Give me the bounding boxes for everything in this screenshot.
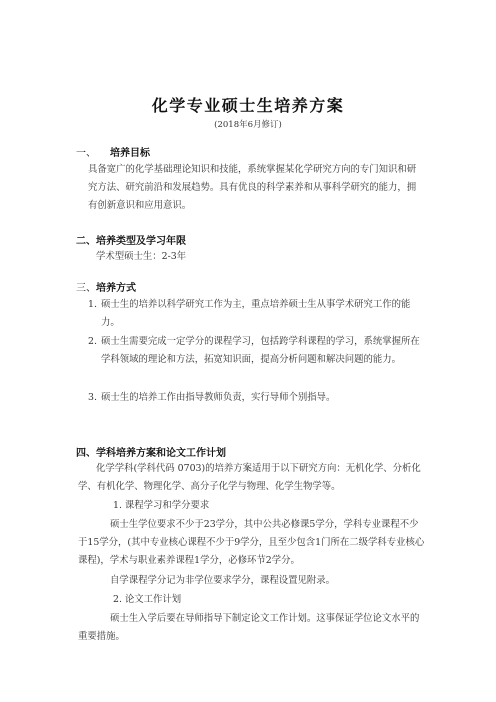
document-subtitle: (2018年6月修订) [214, 120, 282, 130]
section-4-number: 四、 [76, 448, 96, 459]
section-4-heading [76, 444, 226, 459]
section-3-number: 三、 [76, 283, 96, 294]
section-1-heading [76, 144, 150, 159]
section-1-body: 具备宽广的化学基础理论知识和技能，系统掌握某化学研究方向的专门知识和研究方法、研究前沿和发展趋势。具有优良的科学素养和从事科学研究的能力，拥有创新意识和应用意识。 [88, 164, 417, 211]
list-item [88, 296, 426, 332]
list-item-number: 3. [88, 392, 97, 403]
section-4-title: 学科培养方案和论文工作计划 [96, 448, 226, 459]
list-item [88, 389, 426, 407]
section-3-heading [76, 279, 136, 294]
section-1-title: 培养目标 [110, 148, 150, 159]
section-2-title: 培养类型及学习年限 [96, 236, 186, 247]
section-4-subheading-1: 1. 课程学习和学分要求 [113, 500, 210, 511]
section-4-intro: 化学学科(学科代码 0703)的培养方案适用于以下研究方向：无机化学、分析化学、有机化学、物理化学、高分子化学与物理、化学生物学等。 [78, 463, 421, 492]
section-2-body: 学术型硕士生：2-3年 [96, 251, 187, 262]
section-2-number: 二、 [76, 236, 96, 247]
section-2-heading [76, 232, 186, 247]
list-item-number: 2. [88, 336, 97, 347]
section-3-title: 培养方式 [96, 283, 136, 294]
section-1-number: 一、 [76, 148, 96, 159]
section-4-sub2-body: 硕士生入学后要在导师指导下制定论文工作计划。这事保证学位论文水平的重要措施。 [78, 613, 420, 642]
list-item-text: 硕士生的培养工作由指导教师负责，实行导师个别指导。 [101, 392, 336, 403]
section-4-subheading-2: 2. 论文工作计划 [113, 594, 182, 605]
section-4-sub1-body: 硕士生学位要求不少于23学分，其中公共必修课5学分，学科专业课程不少于15学分，(其中专业核心课程不少于9学分，且至少包含1门所在二级学科专业核心课程)，学术与职业素养课程1学分，必修环节2学分。 [78, 519, 425, 566]
list-item-number: 1. [88, 299, 97, 310]
list-item [88, 333, 426, 369]
list-item-text: 硕士生需要完成一定学分的课程学习，包括跨学科课程的学习，系统掌握所在学科领域的理论和方法，拓宽知识面，提高分析问题和解决问题的能力。 [101, 336, 420, 365]
section-4-sub1-note: 自学课程学分记为非学位要求学分，课程设置见附录。 [110, 575, 336, 586]
document-title: 化学专业硕士生培养方案 [151, 96, 345, 115]
list-item-text: 硕士生的培养以科学研究工作为主，重点培养硕士生从事学术研究工作的能力。 [101, 299, 411, 328]
